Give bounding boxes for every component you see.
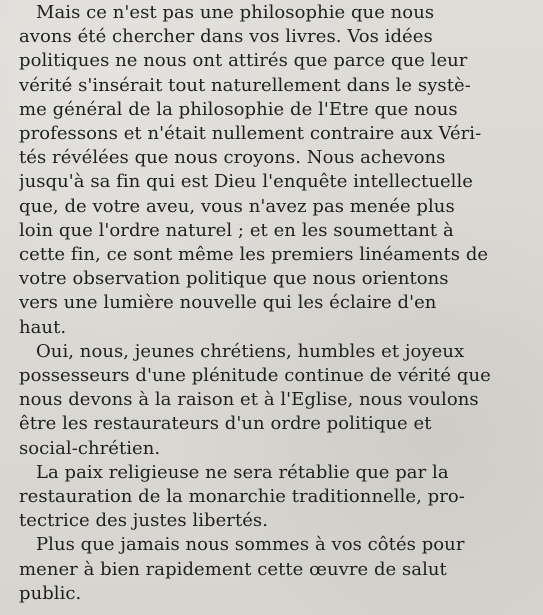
- text-line: social-chrétien.: [19, 437, 161, 459]
- text-line: jusqu'à sa fin qui est Dieu l'enquête intellectuelle: [19, 171, 473, 193]
- article-text: [19, 1, 529, 606]
- text-line: tectrice des justes libertés.: [19, 510, 268, 532]
- text-line: loin que l'ordre naturel ; et en les soumettant à: [19, 219, 454, 241]
- text-line: La paix religieuse ne sera rétablie que par la: [36, 461, 449, 483]
- text-line: vérité s'insérait tout naturellement dans le systè-: [19, 74, 471, 96]
- text-line: mener à bien rapidement cette œuvre de salut: [19, 558, 447, 580]
- text-line: Oui, nous, jeunes chrétiens, humbles et joyeux: [36, 340, 465, 362]
- text-line: votre observation politique que nous orientons: [19, 268, 449, 290]
- text-line: Mais ce n'est pas une philosophie que nous: [36, 2, 435, 23]
- text-line: possesseurs d'une plénitude continue de vérité que: [19, 365, 491, 387]
- paragraph-2: [19, 340, 529, 461]
- text-line: politiques ne nous ont attirés que parce que leur: [19, 50, 468, 72]
- text-line: vers une lumière nouvelle qui les éclaire d'en: [19, 292, 437, 314]
- text-line: que, de votre aveu, vous n'avez pas menée plus: [19, 195, 455, 217]
- text-line: être les restaurateurs d'un ordre politique et: [19, 413, 432, 435]
- text-line: cette fin, ce sont même les premiers linéaments de: [19, 244, 489, 266]
- text-line: restauration de la monarchie traditionnelle, pro-: [19, 486, 465, 508]
- paragraph-1: [19, 1, 529, 340]
- text-line: tés révélées que nous croyons. Nous achevons: [19, 147, 446, 169]
- text-line: public.: [19, 582, 82, 604]
- text-line: avons été chercher dans vos livres. Vos idées: [19, 26, 433, 48]
- text-line: me général de la philosophie de l'Etre que nous: [19, 98, 458, 120]
- paragraph-4: [19, 533, 529, 606]
- text-line: haut.: [19, 316, 67, 338]
- paragraph-3: [19, 461, 529, 534]
- text-line: professons et n'était nullement contraire aux Véri-: [19, 123, 482, 145]
- text-line: nous devons à la raison et à l'Eglise, nous voulons: [19, 389, 479, 411]
- text-line: Plus que jamais nous sommes à vos côtés pour: [36, 534, 465, 556]
